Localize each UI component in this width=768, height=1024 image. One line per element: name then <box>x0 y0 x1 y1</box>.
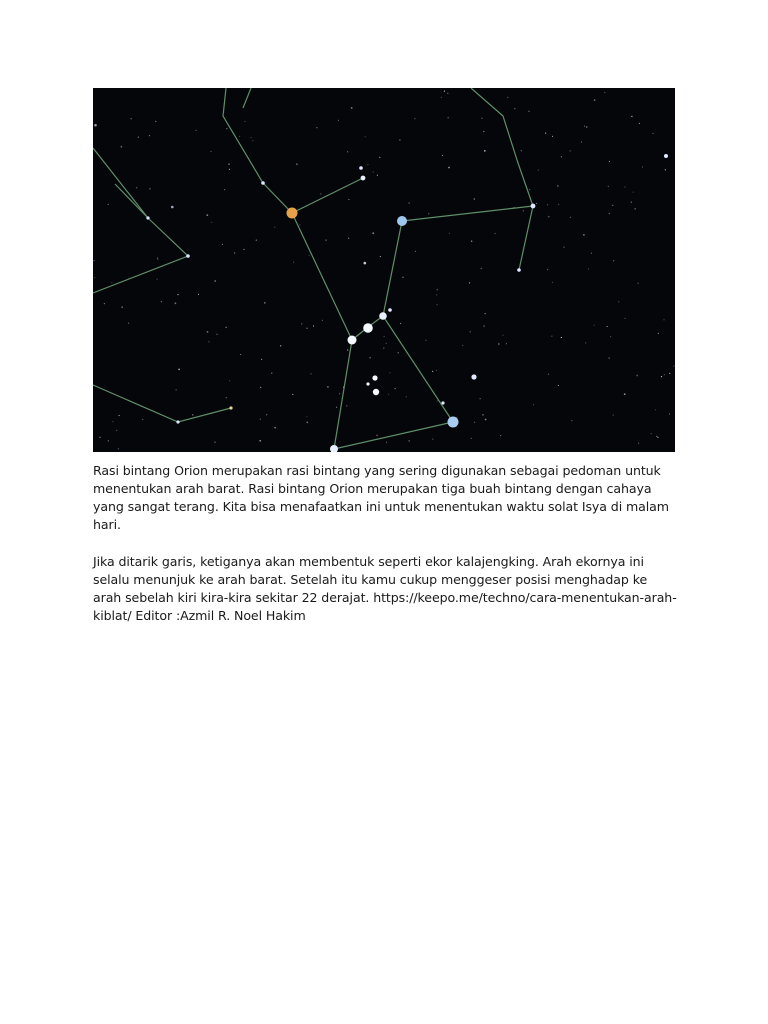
background-star <box>528 111 529 112</box>
background-star <box>309 255 310 256</box>
background-star <box>657 437 658 438</box>
background-stars <box>94 91 675 450</box>
background-star <box>437 400 438 401</box>
background-star <box>480 398 481 399</box>
background-star <box>538 170 539 171</box>
background-star <box>346 405 347 406</box>
background-star <box>380 256 381 257</box>
background-star <box>161 301 162 302</box>
background-star <box>222 244 223 245</box>
background-star <box>260 387 261 388</box>
background-star <box>211 222 212 223</box>
background-star <box>547 204 548 205</box>
background-star <box>234 252 235 253</box>
background-star <box>293 262 294 263</box>
background-star <box>142 419 143 420</box>
background-star <box>638 443 639 444</box>
background-star <box>613 415 614 416</box>
background-star <box>296 163 298 165</box>
star-chart-graphic <box>93 88 675 452</box>
background-star <box>157 279 158 280</box>
background-star <box>638 283 639 284</box>
background-star <box>480 268 482 270</box>
background-star <box>274 227 275 228</box>
bellatrix-star <box>397 216 407 226</box>
background-star <box>609 357 610 358</box>
background-star <box>348 199 349 200</box>
background-star <box>425 340 426 341</box>
background-star <box>208 341 209 342</box>
background-star <box>99 437 100 438</box>
background-star <box>548 216 550 218</box>
background-star <box>171 206 174 209</box>
background-star <box>149 188 151 190</box>
background-star <box>310 373 311 374</box>
background-star <box>658 333 659 334</box>
background-star <box>444 91 445 92</box>
background-star <box>618 301 619 302</box>
background-star <box>136 187 137 188</box>
background-star <box>400 323 401 324</box>
background-star <box>545 133 546 134</box>
background-star <box>448 117 449 118</box>
background-star <box>377 175 378 176</box>
background-star <box>383 348 384 349</box>
background-star <box>108 440 109 441</box>
background-star <box>214 280 216 282</box>
background-star <box>259 440 261 442</box>
background-star <box>500 435 501 436</box>
background-star <box>370 357 371 358</box>
bright-stars <box>146 154 668 452</box>
background-star <box>551 336 552 337</box>
background-star <box>409 440 410 441</box>
background-star <box>264 302 266 304</box>
background-star <box>436 370 437 371</box>
background-star <box>474 198 475 199</box>
background-star <box>557 185 558 186</box>
background-star <box>669 373 670 374</box>
background-star <box>633 192 634 193</box>
background-star <box>655 409 656 410</box>
background-star <box>610 336 611 337</box>
saiph-star <box>330 445 338 452</box>
background-star <box>485 419 487 421</box>
background-star <box>594 99 596 101</box>
background-star <box>339 393 340 394</box>
background-star <box>131 118 132 119</box>
background-star <box>561 156 562 157</box>
background-star <box>399 139 400 140</box>
background-star <box>398 352 399 353</box>
background-star <box>157 257 158 258</box>
background-star <box>251 137 252 138</box>
background-star <box>122 307 123 308</box>
background-star <box>665 169 666 170</box>
background-star <box>533 404 534 405</box>
background-star <box>558 385 559 386</box>
background-star <box>612 205 613 206</box>
background-star <box>327 386 329 388</box>
background-star <box>588 268 589 269</box>
background-star <box>336 407 337 408</box>
background-star <box>367 164 368 165</box>
background-star <box>260 419 261 420</box>
background-star <box>111 282 112 283</box>
background-star <box>631 116 632 117</box>
background-star <box>462 345 463 346</box>
background-star <box>506 343 507 344</box>
background-star <box>656 436 657 437</box>
background-star <box>94 124 97 127</box>
background-star <box>664 374 665 375</box>
background-star <box>484 150 486 152</box>
background-star <box>570 217 571 218</box>
background-star <box>379 157 380 158</box>
background-star <box>639 123 640 124</box>
background-star <box>471 438 472 439</box>
background-star <box>608 186 609 187</box>
background-star <box>228 164 229 165</box>
background-star <box>119 415 120 416</box>
background-star <box>395 388 396 389</box>
background-star <box>548 374 549 375</box>
background-star <box>584 126 585 127</box>
alnitak-star <box>348 336 357 345</box>
background-star <box>607 326 608 327</box>
background-star <box>384 336 385 337</box>
background-star <box>561 337 562 338</box>
background-star <box>447 93 448 94</box>
background-star <box>347 151 348 152</box>
background-star <box>306 328 307 329</box>
constellation-lines <box>93 88 533 449</box>
paragraph-orion-description: Rasi bintang Orion merupakan rasi bintang yang sering digunakan sebagai pedoman untuk menentukan arah barat. Rasi bintang Orion merupakan tiga buah bintang dengan cahaya yang sangat terang. Kita bisa menafaatkan ini untuk menentukan waktu solat Isya di malam hari. <box>93 463 669 532</box>
background-star <box>175 302 177 304</box>
background-star <box>207 331 209 333</box>
background-star <box>469 282 470 283</box>
rigel-star <box>448 417 459 428</box>
background-star <box>631 202 632 203</box>
background-star <box>514 108 515 109</box>
background-star <box>104 303 105 304</box>
background-star <box>449 233 450 234</box>
paragraph-scorpion-tail-direction: Jika ditarik garis, ketiganya akan membentuk seperti ekor kalajengking. Arah ekornya ini selalu menunjuk ke arah barat. Setelah itu kamu cukup menggeser posisi menghadap ke arah sebelah kiri kira-kira sekitar 22 derajat. https://keepo.me/techno/cara-menentukan-arah-kiblat/ Editor :Azmil R. Noel Hakim <box>93 554 677 623</box>
background-star <box>299 224 300 225</box>
background-star <box>274 427 276 429</box>
background-star <box>372 232 374 234</box>
background-star <box>316 127 317 128</box>
background-star <box>642 166 643 167</box>
background-star <box>214 442 215 443</box>
background-star <box>108 204 109 205</box>
background-star <box>306 416 307 417</box>
background-star <box>118 448 119 449</box>
background-star <box>563 247 564 248</box>
background-star <box>673 365 674 366</box>
background-star <box>229 380 230 381</box>
background-star <box>210 151 211 152</box>
background-star <box>196 130 197 131</box>
background-star <box>498 343 499 344</box>
background-star <box>507 97 508 98</box>
background-star <box>244 121 245 122</box>
background-star <box>521 150 522 151</box>
background-star <box>594 325 595 326</box>
background-star <box>252 140 253 141</box>
background-star <box>481 118 482 119</box>
background-star <box>484 325 485 326</box>
background-star <box>609 213 610 214</box>
background-star <box>636 375 638 377</box>
mintaka-star <box>379 312 387 320</box>
background-star <box>448 167 450 169</box>
background-star <box>261 359 262 360</box>
background-star <box>376 435 377 436</box>
background-star <box>609 161 610 162</box>
background-star <box>240 354 241 355</box>
background-star <box>652 133 653 134</box>
background-star <box>112 421 113 422</box>
background-star <box>138 137 139 138</box>
background-star <box>325 239 327 241</box>
background-star <box>389 372 390 373</box>
betelgeuse-star <box>287 208 298 219</box>
background-star <box>581 141 582 142</box>
background-star <box>536 203 537 204</box>
background-star <box>651 433 652 434</box>
background-star <box>121 146 123 148</box>
background-star <box>94 277 95 278</box>
background-star <box>280 345 281 346</box>
background-star <box>523 210 524 211</box>
background-star <box>663 319 664 320</box>
background-star <box>604 92 605 93</box>
background-star <box>301 323 302 324</box>
background-star <box>229 169 230 170</box>
background-star <box>483 131 484 132</box>
background-star <box>625 318 626 319</box>
background-star <box>292 394 293 395</box>
background-star <box>409 202 410 203</box>
background-star <box>364 262 367 265</box>
background-star <box>226 128 227 129</box>
background-star <box>388 394 389 395</box>
background-star <box>239 136 240 137</box>
background-star <box>177 294 178 295</box>
background-star <box>386 343 387 344</box>
background-star <box>178 369 180 371</box>
background-star <box>471 241 472 242</box>
background-star <box>338 120 339 121</box>
background-star <box>365 136 366 137</box>
background-star <box>485 313 486 314</box>
background-star <box>149 135 150 136</box>
background-star <box>432 371 433 372</box>
alnilam-star <box>363 323 373 333</box>
background-star <box>503 335 504 336</box>
background-star <box>313 325 314 326</box>
background-star <box>436 294 437 295</box>
background-star <box>322 320 323 321</box>
background-star <box>128 323 129 324</box>
background-star <box>216 334 217 335</box>
background-star <box>226 327 227 328</box>
background-star <box>192 414 193 415</box>
background-star <box>669 413 670 414</box>
background-star <box>94 260 95 261</box>
background-star <box>402 277 403 278</box>
background-star <box>386 442 387 443</box>
background-star <box>529 189 530 190</box>
background-star <box>635 208 636 209</box>
orion-constellation-image <box>93 88 675 452</box>
background-star <box>155 121 156 122</box>
background-star <box>243 249 244 250</box>
background-star <box>591 253 592 254</box>
background-star <box>570 150 571 151</box>
background-star <box>157 259 158 260</box>
background-star <box>585 342 586 343</box>
background-star <box>351 107 353 109</box>
background-star <box>437 289 438 290</box>
background-star <box>474 422 475 423</box>
background-star <box>624 186 625 187</box>
background-star <box>428 213 429 214</box>
background-star <box>266 414 267 415</box>
background-star <box>373 171 374 172</box>
background-star <box>552 282 553 283</box>
background-star <box>256 240 257 241</box>
background-star <box>406 396 407 397</box>
background-star <box>624 393 626 395</box>
background-star <box>583 234 585 236</box>
background-star <box>442 155 443 156</box>
background-star <box>586 126 587 127</box>
background-star <box>271 373 272 374</box>
background-star <box>224 189 225 190</box>
background-star <box>661 376 662 377</box>
background-star <box>613 260 614 261</box>
background-star <box>547 269 548 270</box>
background-star <box>571 420 572 421</box>
background-star <box>320 193 321 194</box>
background-star <box>432 439 433 440</box>
background-star <box>414 118 415 119</box>
background-star <box>348 238 349 239</box>
background-star <box>226 397 227 398</box>
background-star <box>415 251 416 252</box>
background-star <box>558 204 559 205</box>
background-star <box>441 97 442 98</box>
background-star <box>306 422 308 424</box>
background-star <box>495 233 496 234</box>
background-star <box>470 331 471 332</box>
background-star <box>482 414 483 415</box>
background-star <box>437 304 438 305</box>
background-star <box>347 349 348 350</box>
background-star <box>206 214 208 216</box>
background-star <box>552 136 553 137</box>
background-star <box>176 389 177 390</box>
background-star <box>116 430 117 431</box>
background-star <box>198 294 199 295</box>
